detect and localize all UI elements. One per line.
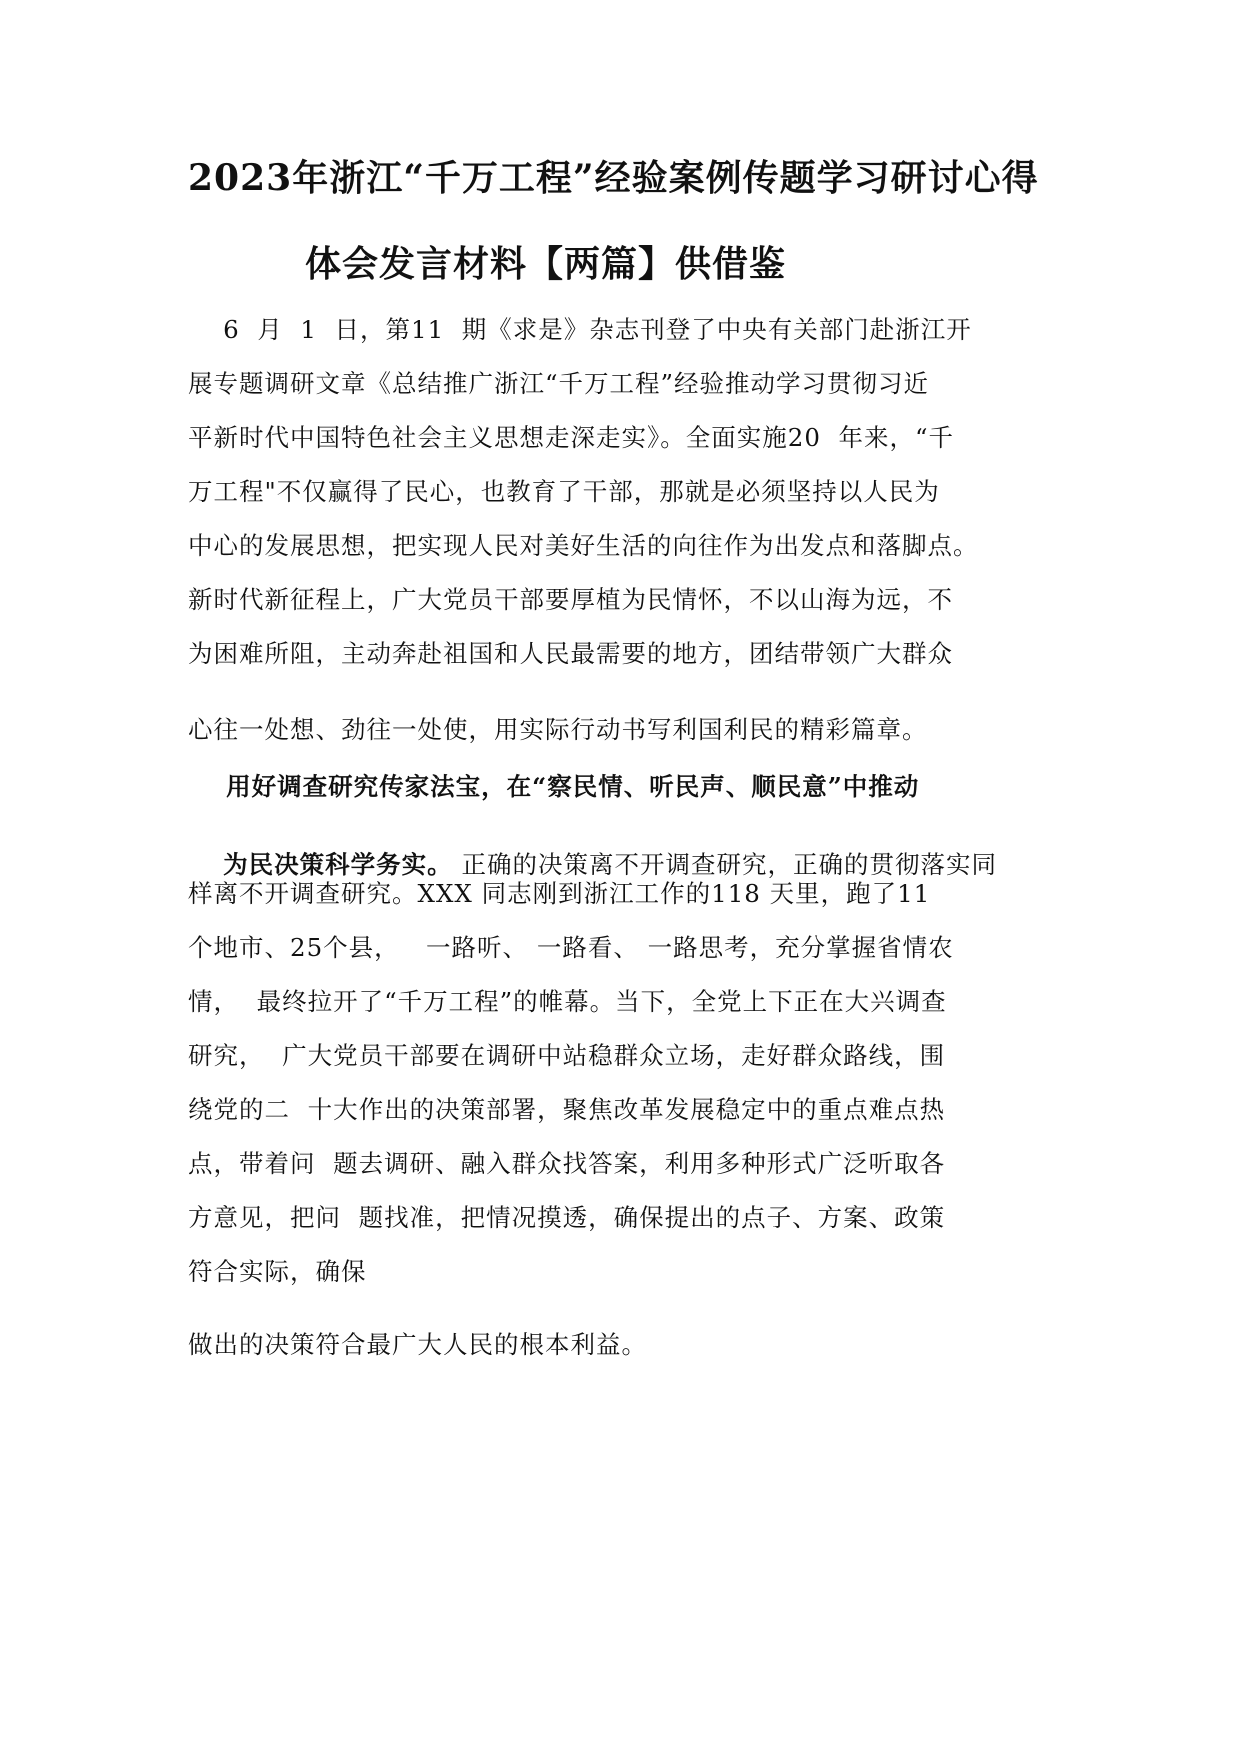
- paragraph-2-line-10: 做出的决策符合最广大人民的根本利益。: [188, 1330, 647, 1359]
- document-title-line-1: 2023年浙江“千万工程”经验案例传题学习研讨心得: [188, 157, 1039, 199]
- paragraph-2-line-5: 研究， 广大党员干部要在调研中站稳群众立场，走好群众路线，围: [188, 1041, 946, 1070]
- document-title-line-2: 体会发言材料【两篇】供借鉴: [305, 243, 787, 285]
- paragraph-1-line-7: 为困难所阻，主动奔赴祖国和人民最需要的地方，团结带领广大群众: [188, 639, 953, 668]
- paragraph-2-line-9: 符合实际，确保: [188, 1257, 367, 1286]
- paragraph-2-line-1-text: 正确的决策离不开调查研究，正确的贯彻落实同: [452, 849, 997, 879]
- paragraph-1-line-1: 6 月 1 日，第11 期《求是》杂志刊登了中央有关部门赴浙江开: [188, 315, 972, 344]
- paragraph-2-heading-line-1: 用好调查研究传家法宝，在“察民情、听民声、顺民意”中推动: [188, 772, 920, 801]
- paragraph-2-line-8: 方意见，把问 题找准，把情况摸透，确保提出的点子、方案、政策: [188, 1203, 946, 1232]
- paragraph-2-line-4: 情， 最终拉开了“千万工程”的帷幕。当下，全党上下正在大兴调查: [188, 987, 947, 1016]
- paragraph-2-line-2: 样离不开调查研究。XXX 同志刚到浙江工作的118 天里，跑了11: [188, 879, 931, 908]
- paragraph-1-line-3: 平新时代中国特色社会主义思想走深走实》。全面实施20 年来，“千: [188, 423, 955, 452]
- paragraph-1-line-4: 万工程"不仅赢得了民心，也教育了干部，那就是必须坚持以人民为: [188, 477, 940, 506]
- paragraph-2-line-3: 个地市、25个县， 一路听、 一路看、 一路思考，充分掌握省情农: [188, 933, 954, 962]
- paragraph-1-line-8: 心往一处想、劲往一处使，用实际行动书写利国利民的精彩篇章。: [188, 715, 928, 744]
- paragraph-2-heading-line-2: 为民决策科学务实。: [223, 849, 453, 879]
- paragraph-2-line-6: 绕党的二 十大作出的决策部署，聚焦改革发展稳定中的重点难点热: [188, 1095, 946, 1124]
- paragraph-2-line-7: 点，带着问 题去调研、融入群众找答案，利用多种形式广泛听取各: [188, 1149, 946, 1178]
- paragraph-1-line-6: 新时代新征程上，广大党员干部要厚植为民情怀，不以山海为远，不: [188, 585, 953, 614]
- paragraph-1-line-2: 展专题调研文章《总结推广浙江“千万工程”经验推动学习贯彻习近: [188, 369, 930, 398]
- paragraph-1-line-5: 中心的发展思想，把实现人民对美好生活的向往作为出发点和落脚点。: [188, 531, 979, 560]
